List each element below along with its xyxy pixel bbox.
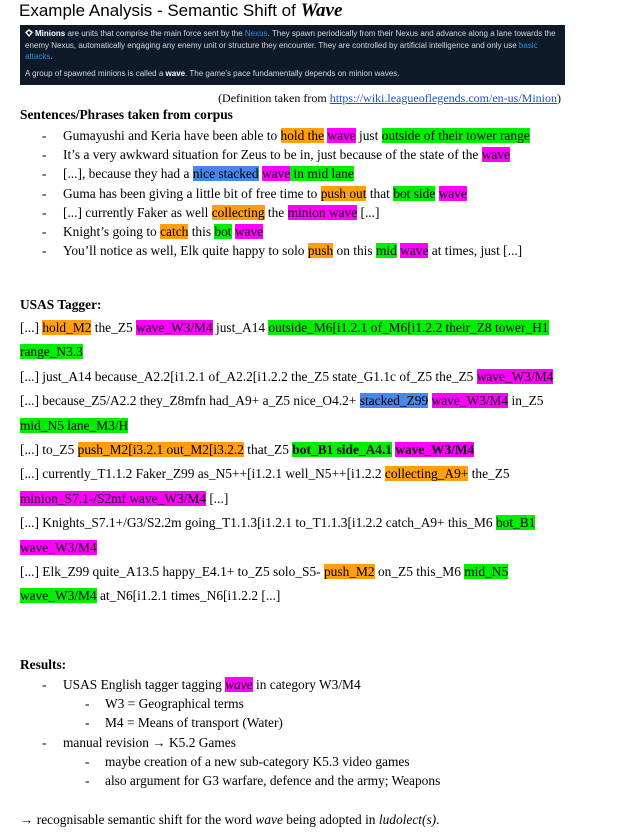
highlighted-term: wave [327,128,356,143]
text-run: [...] to_Z5 [20,442,78,458]
tagged-line [20,560,580,609]
text-run: just_A14 [212,320,269,335]
text-run: ) [557,91,561,105]
source-link[interactable]: https://wiki.leagueoflegends.com/en-us/Minion [329,91,557,105]
page-title [19,0,342,22]
list-item [20,145,560,164]
highlighted-term: stacked_Z99 [359,393,429,409]
text-run: are units that comprise the main force sent by the [65,29,245,38]
text-run: in category W3/M4 [252,677,361,692]
text-run: ludolect(s) [378,812,437,827]
text-run: . [50,52,53,61]
text-run: that_Z5 [243,442,293,458]
tagged-line [20,316,580,365]
tagged-line [20,511,580,560]
list-item [20,733,580,791]
text-run: Gumayushi and Keria have been able to [63,128,281,143]
text-run: . They spawn periodically from their Nexus and advance along a lane towards the enemy Nexus, automatically engaging any enemy unit or structure they encounter. They are controlled by artificial intelligence and only use [25,29,556,50]
minion-icon [25,29,33,37]
highlighted-term: wave_W3/M4 [136,320,213,335]
text-run: Example Analysis - Semantic Shift of [19,1,301,20]
tagged-line [20,438,580,462]
tagged-line [20,389,580,438]
text-run: the [264,204,288,220]
text-run: the_Z5 [91,320,137,335]
results-list [20,675,580,790]
highlighted-term: catch [160,224,189,240]
list-item [20,164,560,183]
text-run: It’s a very awkward situation for Zeus to be in, just because of the state of the [63,147,482,163]
highlighted-term: wave [438,185,467,201]
highlighted-term: push out [320,185,367,201]
results-heading: Results: [20,657,67,672]
conclusion [20,812,439,828]
usas-output [20,316,580,609]
text-run: [...] currently Faker as well [63,204,212,220]
text-run: [...] currently_T1.1.2 Faker_Z99 as_N5++[i1.2.1 well_N5++[i1.2.2 [20,466,385,482]
highlighted-term: nice stacked [192,166,259,182]
highlighted-term: wave_W3/M4 [20,539,97,555]
text-run: Minions [35,29,66,38]
nexus-link[interactable]: Nexus [244,29,268,38]
text-run: USAS English tagger tagging [63,677,226,692]
text-run: at_N6[i1.2.1 times_N6[i1.2.2 [...] [96,588,281,604]
highlighted-term: wave [481,147,510,163]
text-run: the_Z5 [468,466,510,482]
sentences-heading: Sentences/Phrases taken from corpus [20,107,233,122]
highlighted-term: hold the [280,128,325,143]
text-run: manual revision → K5.2 Games [63,734,236,750]
highlighted-term: push_M2 [323,564,375,580]
text-run: that [366,185,394,201]
highlighted-term: mid_N5 lane_M3/H [20,417,129,433]
text-run: . [436,812,440,827]
text-run: on_Z5 this_M6 [374,564,465,580]
highlighted-term: collecting_A9+ [384,466,469,482]
list-item [20,203,560,222]
highlighted-term: minion_S7.1-/S2mf wave_W3/M4 [20,490,206,506]
highlighted-term: bot_B1 [495,515,536,531]
highlighted-term: outside_M6[i1.2.1 of_M6[i1.2.2 their_Z8 tower_H1 range_N3.3 [20,320,549,360]
highlighted-term: wave_W3/M4 [431,393,509,409]
text-run: (Definition taken from [218,91,330,105]
highlighted-term: bot_B1 side_A4.1 [292,442,392,458]
highlighted-term: wave [225,677,253,692]
title-term: Wave [300,0,343,21]
text-run: A group of spawned minions is called a [25,68,166,78]
list-item [20,222,560,241]
highlighted-term: mid_N5 wave_W3/M4 [20,564,509,604]
highlighted-term: push [307,243,334,259]
text-run: [...] [357,204,380,220]
highlighted-term: mid [375,243,397,259]
list-item [20,675,580,733]
highlighted-term: wave [261,166,291,182]
text-run: You’ll notice as well, Elk quite happy to solo [63,243,308,259]
sentence-list [20,126,560,260]
list-item [20,241,560,260]
highlighted-term: wave_W3/M4 [395,442,475,458]
highlighted-term: hold_M2 [42,320,92,335]
text-run: Knight’s going to [63,224,161,240]
text-run: in_Z5 [508,393,544,409]
text-run: . The game's pace fundamentally depends on minion waves. [185,68,400,78]
source-note [218,91,561,106]
tagged-line [20,462,580,511]
highlighted-term: wave [400,243,429,259]
highlighted-term: push_M2[i3.2.1 out_M2[i3.2.2 [77,442,244,458]
text-run: wave [255,812,283,827]
text-run: [...] Knights_S7.1+/G3/S2.2m going_T1.1.3[i1.2.1 to_T1.1.3[i1.2.2 catch_A9+ this_M6 [20,515,496,531]
list-item: - M4 = Means of transport (Water) [63,713,580,732]
highlighted-term: wave_W3/M4 [476,368,554,384]
definition-paragraph [25,28,560,63]
highlighted-term: collecting [211,204,265,220]
text-run: → recognisable semantic shift for the word [20,812,256,827]
text-run: at times, just [...] [428,243,523,259]
list-item: - also argument for G3 warfare, defence and the army; Weapons [63,771,580,790]
list-item [20,184,560,203]
basic-attacks-link[interactable]: basic attacks [25,40,538,61]
highlighted-term: outside of their tower range [381,128,530,143]
text-run: wave [165,68,186,78]
text-run: [...] Elk_Z99 quite_A13.5 happy_E4.1+ to_Z5 solo_S5- [20,564,324,580]
text-run: [...] [20,320,43,335]
usas-heading: USAS Tagger: [20,297,102,312]
sub-list [63,694,580,732]
text-run: just [355,128,382,143]
text-run: [...], because they had a [63,166,193,182]
list-item [20,126,560,145]
text-run: being adopted in [282,812,379,827]
text-run: this [188,224,215,240]
highlighted-term: bot side [393,185,436,201]
tagged-line [20,365,580,389]
text-run: [...] because_Z5/A2.2 they_Z8mfn had_A9+ a_Z5 nice_O4.2+ [20,393,360,409]
text-run: Guma has been giving a little bit of free time to [63,185,321,201]
definition-paragraph-2 [25,68,560,80]
definition-screenshot [20,25,565,85]
text-run: on this [333,243,376,259]
sub-list [63,752,580,790]
text-run: [...] just_A14 because_A2.2[i1.2.1 of_A2.2[i1.2.2 the_Z5 state_G1.1c of_Z5 the_Z5 [20,368,477,384]
highlighted-term: minion wave [287,204,358,220]
text-run: [...] [205,490,229,506]
highlighted-term: wave [234,224,264,240]
highlighted-term: in mid lane [290,166,354,182]
list-item: - maybe creation of a new sub-category K5.3 video games [63,752,580,771]
highlighted-term: bot [214,224,232,240]
list-item: - W3 = Geographical terms [63,694,580,713]
